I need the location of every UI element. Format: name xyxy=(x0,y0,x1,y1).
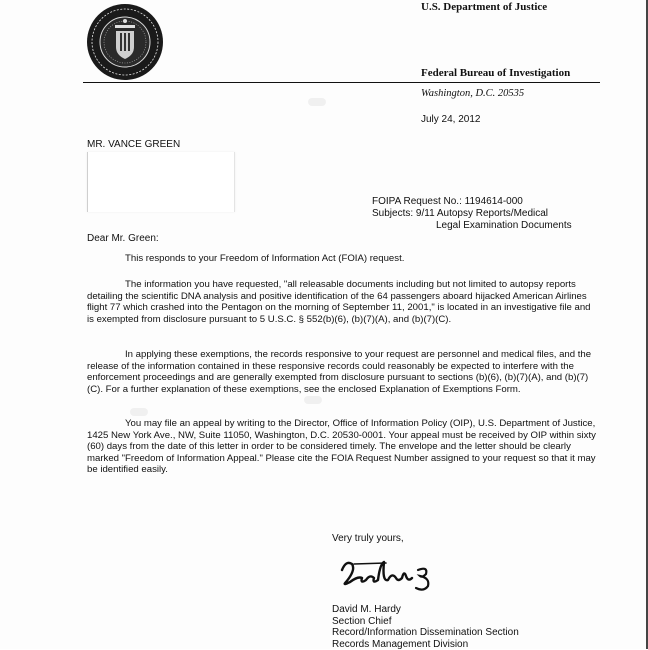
signer-name: David M. Hardy xyxy=(332,604,519,616)
scan-artifact xyxy=(304,396,322,404)
request-number: FOIPA Request No.: 1194614-000 xyxy=(372,196,572,208)
paragraph-appeal-text: You may file an appeal by writing to the Director, Office of Information Policy (OIP), U.S. Department of Justice, 1425 New York Ave., NW, Suite 11050, Washington, D.C. 20530-0001. Your appeal must be received by OIP within sixty (60) days from the date of this letter in order to be considered timely. The envelope and the letter should be clearly marked "Freedom of Information Appeal." Please cite the FOIA Request Number assigned to your request so that it may be identified easily. xyxy=(87,418,596,475)
closing: Very truly yours, xyxy=(332,533,404,544)
request-subject-line-1: Subjects: 9/11 Autopsy Reports/Medical xyxy=(372,208,572,220)
paragraph-exemptions xyxy=(87,349,599,395)
paragraph-exemptions-text: In applying these exemptions, the records responsive to your request are personnel and medical files, and the release of the information contained in these responsive records could reasonably be expected to interfere with the enforcement proceedings and are generally exempted from disclosure pursuant to sections (b)(6), (b)(7)(A), and (b)(7)(C). For a further explanation of these exemptions, see the enclosed Explanation of Exemptions Form. xyxy=(87,349,591,395)
paragraph-information-requested-text: The information you have requested, "all releasable documents including but not limited to autopsy reports detailing the scientific DNA analysis and positive identification of the 64 passengers aboard hijacked American Airlines flight 77 which crashed into the Pentagon on the morning of September 11, 2001," is located in an investigative file and is exempted from disclosure pursuant to 5 U.S.C. § 552(b)(6), (b)(7)(A), and (b)(7)(C). xyxy=(87,279,591,325)
handwritten-signature xyxy=(336,552,436,594)
request-reference xyxy=(372,196,572,232)
letter-date: July 24, 2012 xyxy=(421,114,481,125)
redacted-address-block xyxy=(87,152,235,212)
signer-section: Record/Information Dissemination Section xyxy=(332,627,519,639)
paragraph-intro: This responds to your Freedom of Information Act (FOIA) request. xyxy=(125,253,599,265)
signer-division: Records Management Division xyxy=(332,639,519,650)
paragraph-information-requested xyxy=(87,279,599,325)
salutation: Dear Mr. Green: xyxy=(87,233,159,244)
signer-block xyxy=(332,604,519,650)
recipient-name: MR. VANCE GREEN xyxy=(87,139,180,150)
bureau-location: Washington, D.C. 20535 xyxy=(421,88,524,99)
scan-artifact xyxy=(308,98,326,106)
bureau-heading: Federal Bureau of Investigation xyxy=(421,67,570,79)
request-subject-line-2: Legal Examination Documents xyxy=(372,220,572,232)
department-heading: U.S. Department of Justice xyxy=(421,1,547,13)
letterhead-divider xyxy=(83,82,600,83)
fbi-seal-icon xyxy=(86,3,164,81)
paragraph-appeal xyxy=(87,418,599,476)
signer-title: Section Chief xyxy=(332,616,519,628)
scan-artifact xyxy=(130,408,148,416)
